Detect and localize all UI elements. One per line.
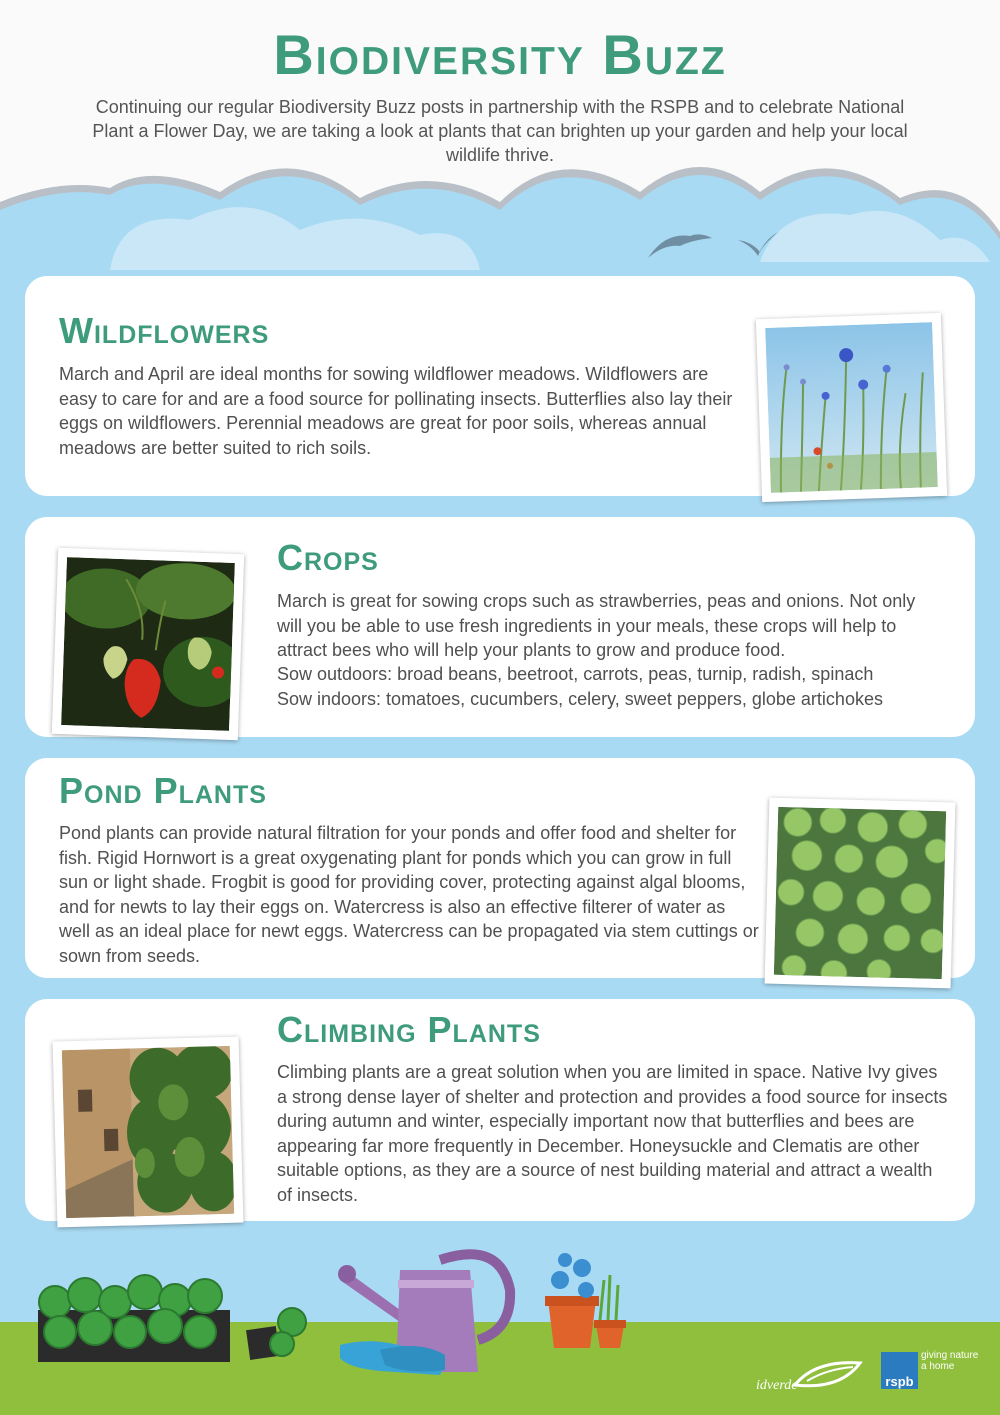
section-title-crops: Crops [277,537,379,578]
section-body-crops: March is great for sowing crops such as strawberries, peas and onions. Not only will you be able to use fresh ingredients in your meals, these crops will help to attract bees who will help your plants to grow and produce food. [277,591,916,660]
wildflowers-photo [756,313,947,502]
intro-text: Continuing our regular Biodiversity Buzz posts in partnership with the RSPB and to celebrate National Plant a Flower Day, we are taking a look at plants that can brighten up your garden and help your local wildlife thrive. [92,97,908,165]
rspb-logo-text: rspb [885,1374,914,1389]
section-title-climbing-plants: Climbing Plants [277,1009,541,1050]
page-title: Biodiversity Buzz [273,23,727,86]
card-climbing-plants [25,999,975,1221]
section-title-pond-plants: Pond Plants [59,770,267,811]
pond-plants-photo [765,798,956,989]
sow-outdoors-text: Sow outdoors: broad beans, beetroot, carrots, peas, turnip, radish, spinach [277,664,874,684]
card-crops [25,517,975,737]
card-pond-plants [25,758,975,978]
sow-indoors-text: Sow indoors: tomatoes, cucumbers, celery, sweet peppers, globe artichokes [277,689,883,709]
idverde-logo: idverde [756,1378,798,1393]
climbing-plants-photo [53,1037,244,1228]
rspb-tagline: giving nature a home [921,1350,979,1372]
section-body-pond-plants: Pond plants can provide natural filtration for your ponds and offer food and shelter for fish. Rigid Hornwort is a great oxygenating plant for ponds which you can grow in full sun or light shade. Frogbit is good for providing cover, protecting against algal blooms, and for newts to lay their eggs on. Watercress is also an effective filterer of water as well as an ideal place for newt eggs. Watercress can be propagated via stem cuttings or sown from seeds. [59,823,759,966]
card-wildflowers [25,276,975,496]
section-title-wildflowers: Wildflowers [59,310,270,351]
strawberry-photo [52,548,244,740]
section-body-climbing-plants: Climbing plants are a great solution when you are limited in space. Native Ivy gives a strong dense layer of shelter and protection and provides a food source for insects during autumn and winter, especially important now that butterflies and bees are appearing far more frequently in December. Honeysuckle and Clematis are other suitable options, as they are a source of nest building material and attract a wealth of insects. [277,1062,948,1205]
section-body-wildflowers: March and April are ideal months for sowing wildflower meadows. Wildflowers are easy to care for and are a food source for pollinating insects. Butterflies also lay their eggs on wildflowers. Perennial meadows are great for poor soils, whereas annual meadows are better suited to rich soils. [59,364,733,458]
